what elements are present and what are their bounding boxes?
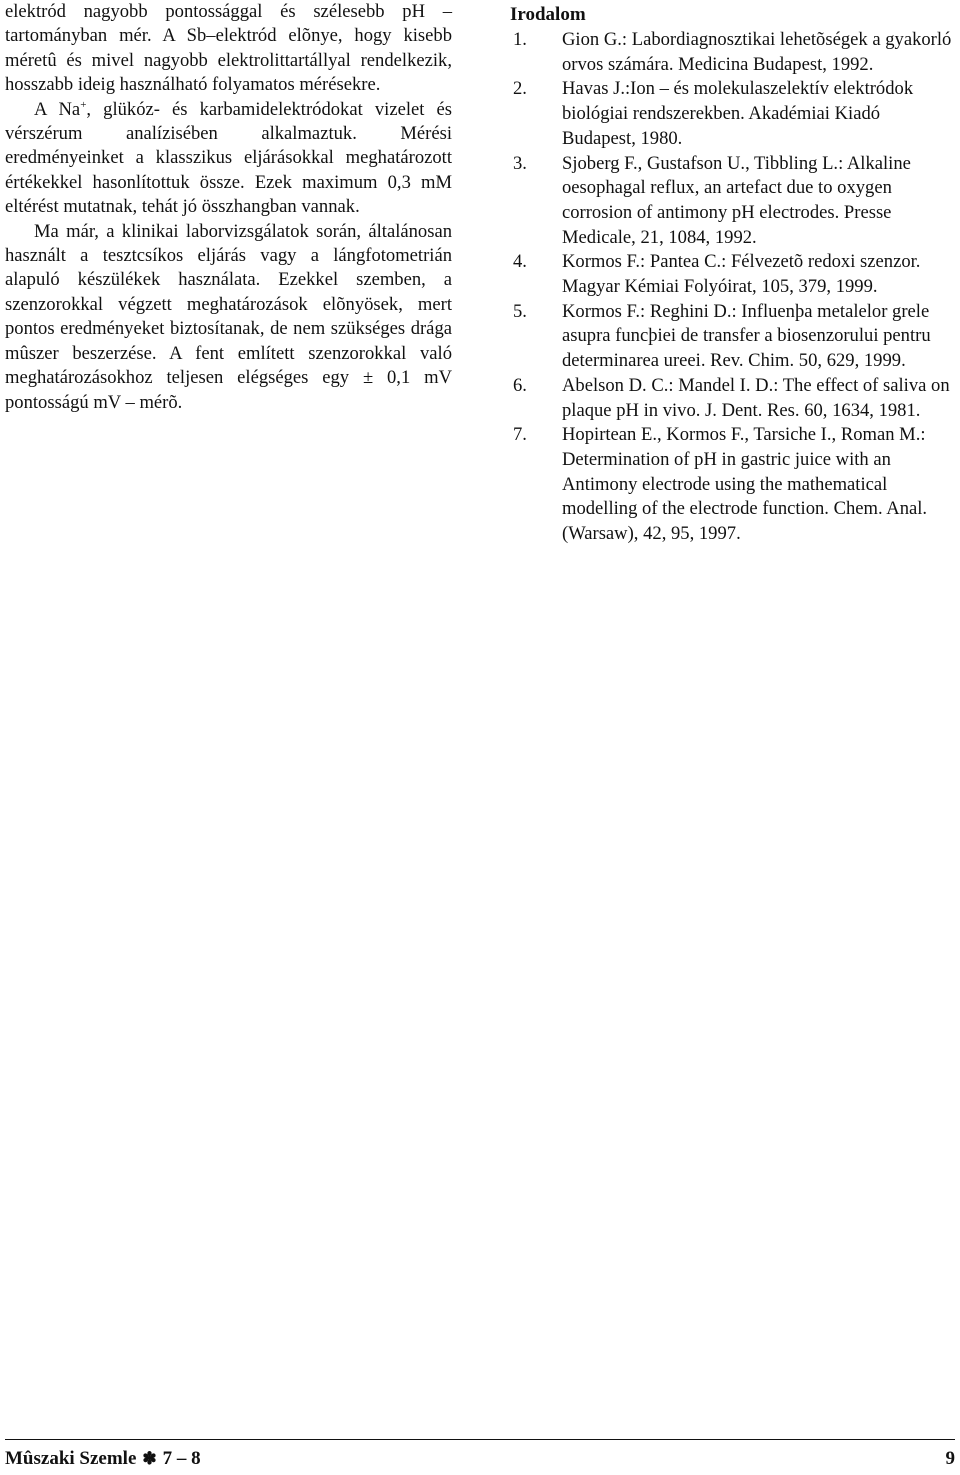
body-paragraph-2-start: A Na xyxy=(34,98,81,120)
page-number: 9 xyxy=(945,1448,955,1469)
body-paragraph-1: elektród nagyobb pontossággal és szélesebb pH – tartományban mér. A Sb–elektród elõnye, hogy kisebb méretû és mivel nagyobb elektrolittartállyal rendelkezik, hosszabb ideig használható folyamatos mérésekre. xyxy=(5,1,452,96)
reference-text: Kormos F.: Reghini D.: Influenþa metalelor grele asupra funcþiei de transfer a biosenzorului pentru determinarea ureei. Rev. Chim. 50, 629, 1999. xyxy=(562,300,931,372)
reference-number: 2. xyxy=(513,78,527,100)
reference-item xyxy=(510,28,958,77)
footer-divider xyxy=(5,1439,955,1440)
body-paragraph-3: Ma már, a klinikai laborvizsgálatok során, általánosan használt a tesztcsíkos eljárás vagy a lángfotometrián alapuló készülékek használata. Ezekkel szemben, a szenzorokkal végzett meghatározások elõnyösek, mert pontos eredményeket biztosítanak, de nem szükséges drága mûszer beszerzése. A fent említett szenzorokkal való meghatározásokhoz teljesen elégséges egy ± 0,1 mV pontosságú mV – mérõ. xyxy=(5,220,452,413)
reference-text: Gion G.: Labordiagnosztikai lehetõségek a gyakorló orvos számára. Medicina Budapest, 1992. xyxy=(562,29,952,75)
references-column xyxy=(510,0,958,547)
body-paragraph-2 xyxy=(5,98,452,220)
references-heading: Irodalom xyxy=(510,4,586,25)
reference-item xyxy=(510,77,958,151)
footer-magazine-info xyxy=(5,1447,201,1471)
magazine-title: Mûszaki Szemle xyxy=(5,1448,137,1469)
reference-item xyxy=(510,152,958,251)
reference-number: 1. xyxy=(513,29,527,50)
reference-number: 6. xyxy=(513,374,527,396)
reference-text: Abelson D. C.: Mandel I. D.: The effect of saliva on plaque pH in vivo. J. Dent. Res. 60, 1634, 1981. xyxy=(562,374,950,421)
reference-item xyxy=(510,250,958,299)
ornament-icon: ✽ xyxy=(142,1449,157,1468)
reference-item xyxy=(510,374,958,423)
body-text-column xyxy=(5,0,452,415)
reference-item xyxy=(510,300,958,374)
reference-item xyxy=(510,423,958,547)
sodium-ion-superscript: + xyxy=(80,98,87,111)
reference-number: 4. xyxy=(513,251,527,273)
reference-number: 5. xyxy=(513,300,527,322)
reference-number: 7. xyxy=(513,424,527,446)
references-list xyxy=(510,28,958,547)
reference-text: Havas J.:Ion – és molekulaszelektív elektródok biológiai rendszerekben. Akadémiai Kiadó Budapest, 1980. xyxy=(562,78,914,149)
reference-text: Hopirtean E., Kormos F., Tarsiche I., Roman M.: Determination of pH in gastric juice with an Antimony electrode using the mathematical modelling of the electrode function. Chem. Anal. (Warsaw), 42, 95, 1997. xyxy=(562,424,928,545)
reference-number: 3. xyxy=(513,152,527,174)
reference-text: Kormos F.: Pantea C.: Félvezetõ redoxi szenzor. Magyar Kémiai Folyóirat, 105, 379, 1999. xyxy=(562,251,921,298)
issue-number: 7 – 8 xyxy=(162,1448,201,1469)
body-paragraph-2-rest: , glükóz- és karbamidelektródokat vizelet és vérszérum analízisében alkalmaztuk. Mérési eredményeinket a klasszikus eljárásokkal meghatározott értékekkel hasonlítottuk össze. Ezek maximum 0,3 mM eltérést mutatnak, tehát jó összhangban vannak. xyxy=(5,98,453,218)
page-footer xyxy=(5,1447,955,1475)
reference-text: Sjoberg F., Gustafson U., Tibbling L.: Alkaline oesophagal reflux, an artefact due to oxygen corrosion of antimony pH electrodes. Presse Medicale, 21, 1084, 1992. xyxy=(562,152,911,248)
